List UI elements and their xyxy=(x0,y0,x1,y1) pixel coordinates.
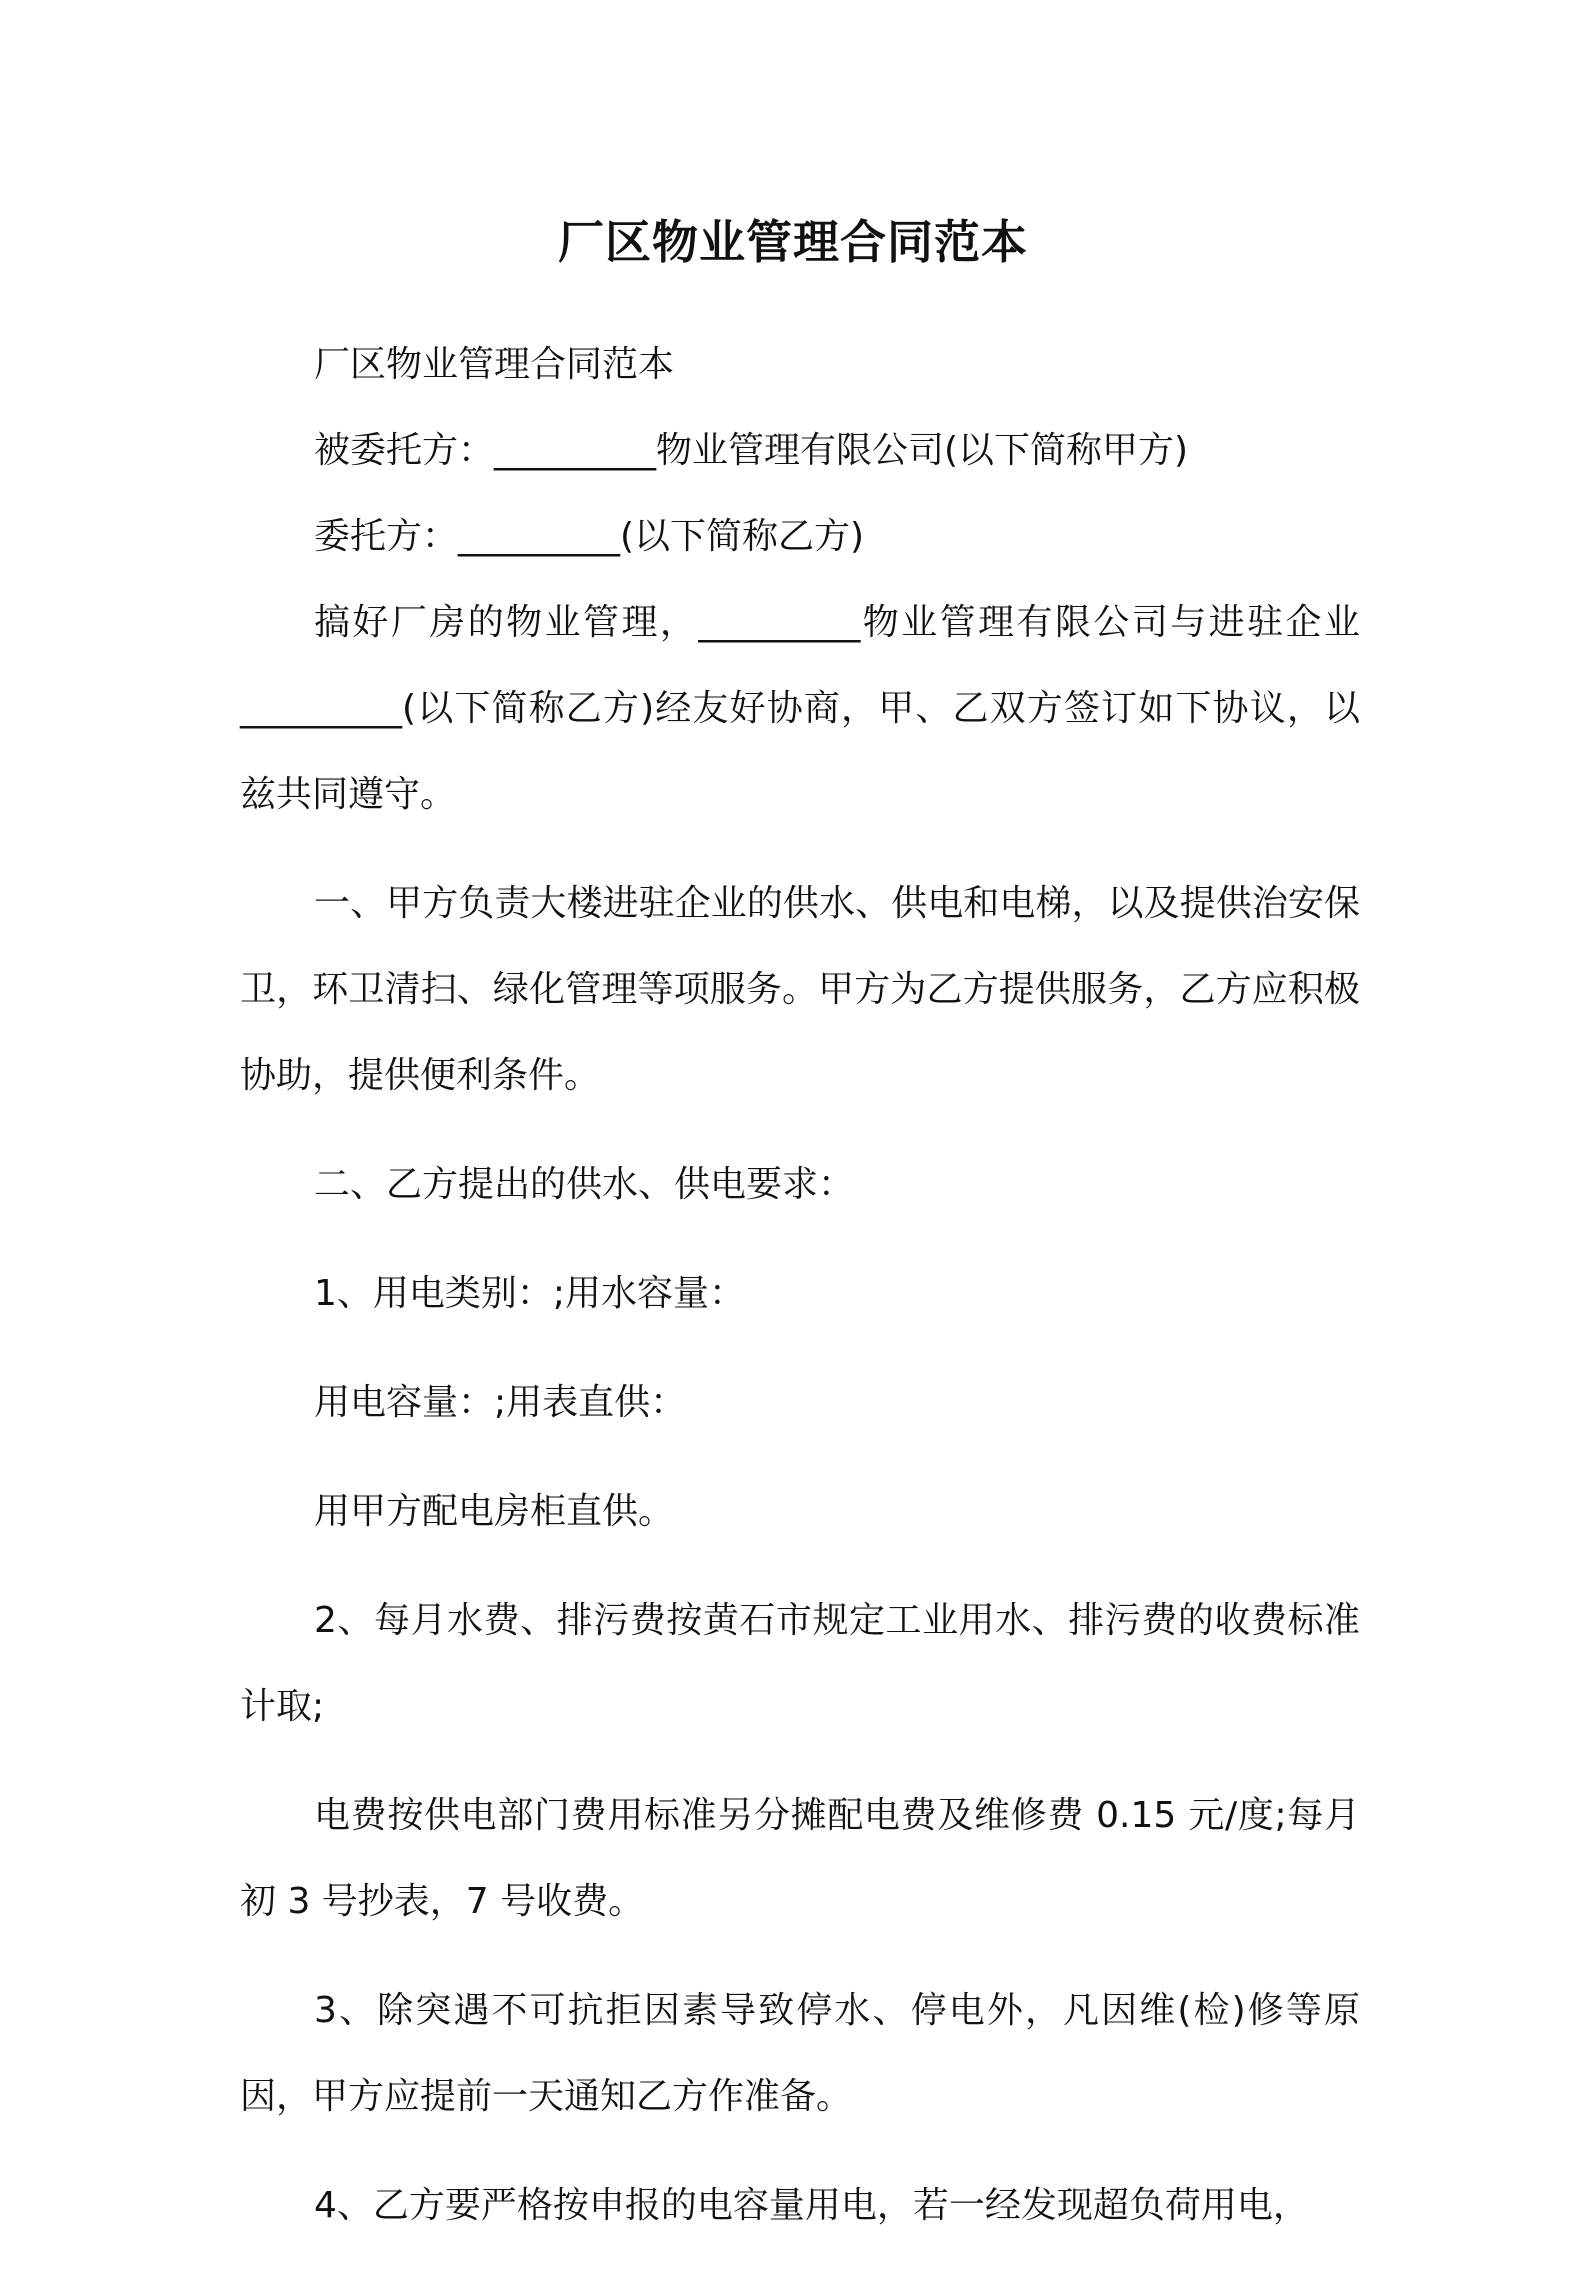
document-body xyxy=(240,322,1360,2272)
paragraph-clause-1: 一、甲方负责大楼进驻企业的供水、供电和电梯，以及提供治安保卫，环卫清扫、绿化管理等项服务。甲方为乙方提供服务，乙方应积极协助，提供便利条件。 xyxy=(240,883,1360,1096)
document-title: 厂区物业管理合同范本 xyxy=(558,215,1028,269)
paragraph-item-1: 1、用电类别：;用水容量： xyxy=(314,1273,746,1314)
paragraph-entrusting-party: 委托方：_________(以下简称乙方) xyxy=(314,516,865,557)
paragraph-item-3: 3、除突遇不可抗拒因素导致停水、停电外，凡因维(检)修等原因，甲方应提前一天通知乙方作准备。 xyxy=(240,1990,1360,2117)
paragraph-clause-2: 二、乙方提出的供水、供电要求： xyxy=(314,1164,855,1205)
paragraph-subtitle: 厂区物业管理合同范本 xyxy=(314,344,675,385)
paragraph-preamble: 搞好厂房的物业管理，_________物业管理有限公司与进驻企业_________(以下简称乙方)经友好协商，甲、乙双方签订如下协议，以兹共同遵守。 xyxy=(240,602,1360,815)
paragraph-entrusted-party: 被委托方：_________物业管理有限公司(以下简称甲方) xyxy=(314,430,1189,471)
paragraph-item-2-electricity: 电费按供电部门费用标准另分摊配电费及维修费 0.15 元/度;每月初 3 号抄表，7 号收费。 xyxy=(240,1795,1360,1922)
paragraph-item-4: 4、乙方要严格按申报的电容量用电，若一经发现超负荷用电， xyxy=(314,2185,1309,2226)
paragraph-item-1-capacity: 用电容量：;用表直供： xyxy=(314,1382,687,1423)
paragraph-item-1-supply: 用甲方配电房柜直供。 xyxy=(314,1491,675,1532)
paragraph-item-2: 2、每月水费、排污费按黄石市规定工业用水、排污费的收费标准计取; xyxy=(240,1600,1360,1727)
